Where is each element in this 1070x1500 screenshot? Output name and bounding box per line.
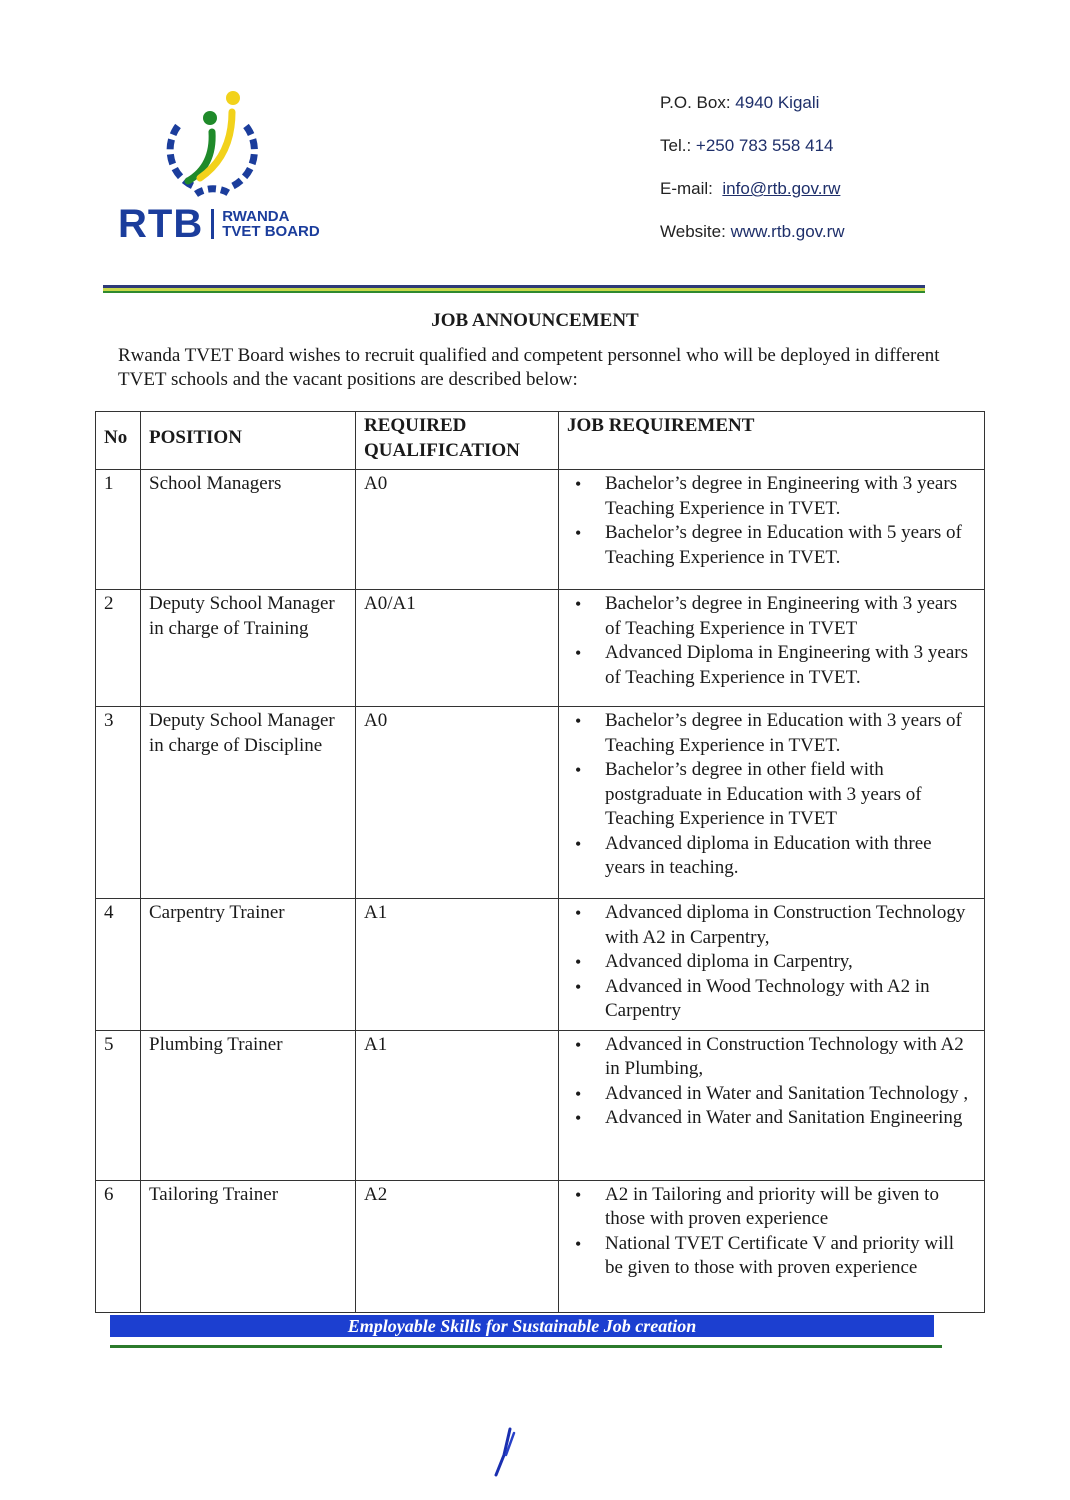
cell-qualification: A0/A1 <box>356 590 559 707</box>
requirement-item: • Advanced in Wood Technology with A2 in Carpentry <box>605 975 976 1024</box>
requirement-item: • Bachelor’s degree in Education with 5 years of Teaching Experience in TVET. <box>605 521 976 570</box>
po-box-label: P.O. Box: <box>660 93 731 112</box>
gear-logo-icon <box>158 86 268 201</box>
cell-qualification: A2 <box>356 1180 559 1312</box>
header-qualification: REQUIRED QUALIFICATION <box>356 412 559 470</box>
cell-position: Plumbing Trainer <box>141 1030 356 1180</box>
cell-requirements <box>559 1030 985 1180</box>
cell-no: 2 <box>96 590 141 707</box>
cell-position: Carpentry Trainer <box>141 899 356 1031</box>
tel-label: Tel.: <box>660 136 692 155</box>
website-row <box>660 219 845 262</box>
tel-row <box>660 133 845 176</box>
footer-slogan-bar: Employable Skills for Sustainable Job creation <box>110 1315 934 1337</box>
document-title: JOB ANNOUNCEMENT <box>431 310 639 331</box>
intro-paragraph: Rwanda TVET Board wishes to recruit qualified and competent personnel who will be deployed in different TVET schools and the vacant positions are described below: <box>118 345 940 390</box>
requirement-item: • Advanced Diploma in Engineering with 3 years of Teaching Experience in TVET. <box>605 641 976 690</box>
cell-qualification: A0 <box>356 707 559 899</box>
requirement-item: • National TVET Certificate V and priority will be given to those with proven experience <box>605 1232 976 1281</box>
cell-position: Deputy School Manager in charge of Discipline <box>141 707 356 899</box>
requirement-item: • Advanced in Water and Sanitation Engineering <box>605 1106 976 1131</box>
positions-table <box>95 411 985 1313</box>
header-position: POSITION <box>141 412 356 470</box>
po-box-row <box>660 90 845 133</box>
requirement-item: • Bachelor’s degree in Education with 3 years of Teaching Experience in TVET. <box>605 709 976 758</box>
website-link[interactable]: www.rtb.gov.rw <box>730 222 845 241</box>
tel-value: +250 783 558 414 <box>695 136 834 155</box>
table-row <box>96 1180 985 1312</box>
logo-abbreviation: RTB <box>118 202 204 246</box>
table-row <box>96 899 985 1031</box>
requirement-item: • A2 in Tailoring and priority will be given to those with proven experience <box>605 1183 976 1232</box>
requirement-item: • Bachelor’s degree in Engineering with 3 years Teaching Experience in TVET. <box>605 472 976 521</box>
email-label: E-mail: <box>660 179 713 198</box>
cell-requirements <box>559 707 985 899</box>
requirement-item: • Advanced diploma in Construction Technology with A2 in Carpentry, <box>605 901 976 950</box>
requirement-item: • Bachelor’s degree in Engineering with 3 years of Teaching Experience in TVET <box>605 592 976 641</box>
requirement-item: • Bachelor’s degree in other field with postgraduate in Education with 3 years of Teaching Experience in TVET <box>605 758 976 832</box>
table-row <box>96 707 985 899</box>
cell-requirements <box>559 1180 985 1312</box>
email-link[interactable]: info@rtb.gov.rw <box>722 179 841 198</box>
requirement-item: • Advanced in Construction Technology with A2 in Plumbing, <box>605 1033 976 1082</box>
table-row <box>96 470 985 590</box>
cell-no: 3 <box>96 707 141 899</box>
email-row <box>660 176 845 219</box>
logo-separator <box>211 209 214 239</box>
po-box-value: 4940 Kigali <box>735 93 820 112</box>
footer-divider <box>110 1345 942 1348</box>
cell-no: 5 <box>96 1030 141 1180</box>
cell-requirements <box>559 899 985 1031</box>
cell-qualification: A0 <box>356 470 559 590</box>
cell-requirements <box>559 590 985 707</box>
cell-position: Deputy School Manager in charge of Training <box>141 590 356 707</box>
header-no: No <box>96 412 141 470</box>
header-requirement: JOB REQUIREMENT <box>559 412 985 470</box>
table-row <box>96 1030 985 1180</box>
rtb-logo <box>118 86 368 246</box>
website-label: Website: <box>660 222 726 241</box>
cell-qualification: A1 <box>356 1030 559 1180</box>
cell-position: School Managers <box>141 470 356 590</box>
cell-requirements <box>559 470 985 590</box>
table-row <box>96 590 985 707</box>
cell-position: Tailoring Trainer <box>141 1180 356 1312</box>
table-header-row <box>96 412 985 470</box>
cell-qualification: A1 <box>356 899 559 1031</box>
cell-no: 6 <box>96 1180 141 1312</box>
logo-name-line1: RWANDA <box>222 208 290 225</box>
cell-no: 1 <box>96 470 141 590</box>
requirement-item: • Advanced in Water and Sanitation Technology , <box>605 1082 976 1107</box>
requirement-item: • Advanced diploma in Carpentry, <box>605 950 976 975</box>
cell-no: 4 <box>96 899 141 1031</box>
signature-mark <box>490 1425 520 1485</box>
logo-name-line2: TVET BOARD <box>222 223 320 240</box>
contact-block <box>660 90 845 262</box>
requirement-item: • Advanced diploma in Education with three years in teaching. <box>605 832 976 881</box>
header-divider <box>103 285 925 293</box>
